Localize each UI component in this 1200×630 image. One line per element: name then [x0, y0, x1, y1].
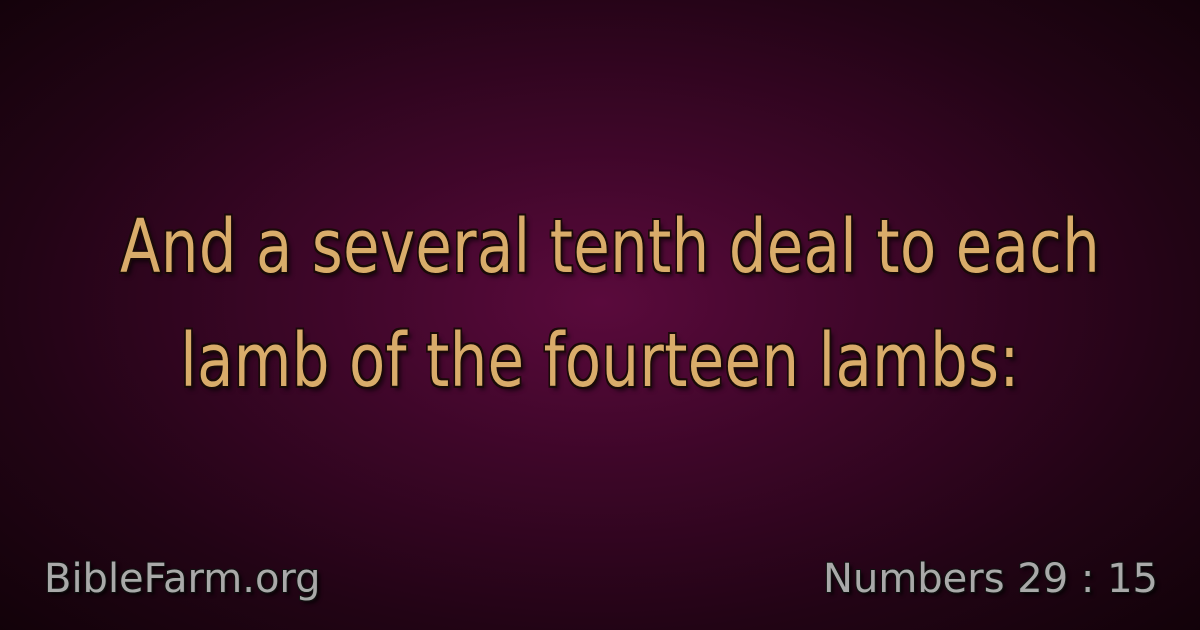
verse-line-2: lamb of the fourteen lambs:: [180, 318, 1020, 404]
verse-text: [120, 190, 1101, 418]
verse-reference: Numbers 29 : 15: [823, 556, 1158, 602]
verse-line-1: And a several tenth deal to each: [120, 204, 1101, 290]
site-name: BibleFarm.org: [44, 556, 321, 602]
